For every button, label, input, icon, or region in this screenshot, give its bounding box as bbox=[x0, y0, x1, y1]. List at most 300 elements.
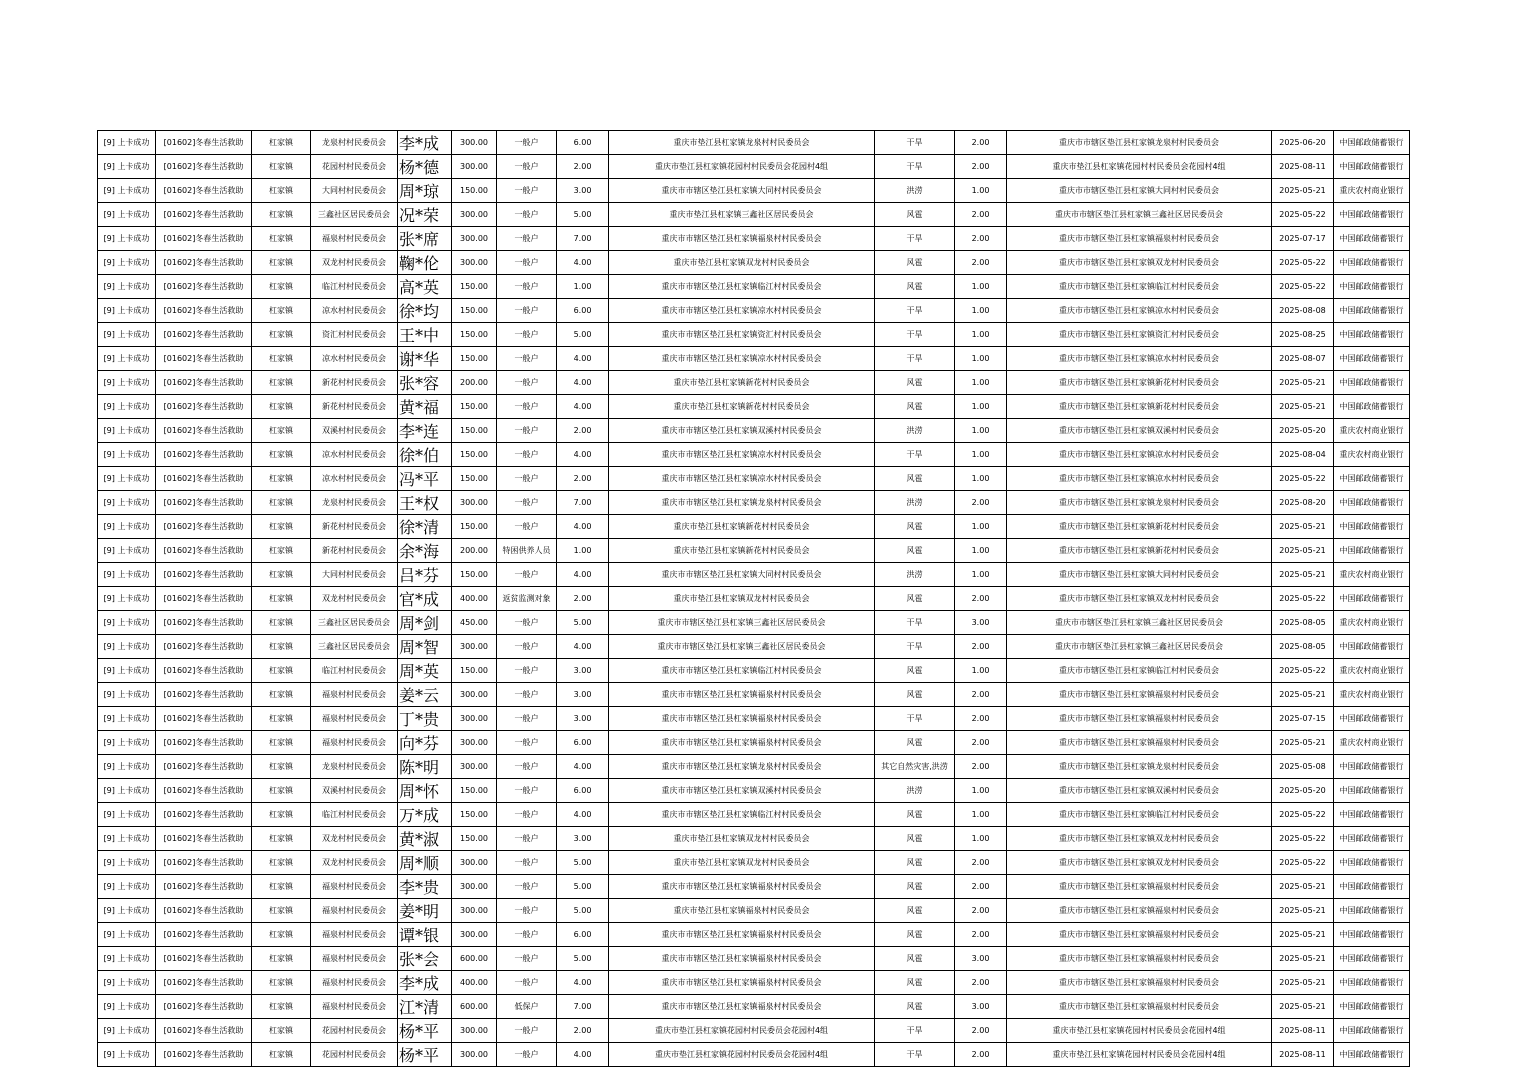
town-cell: 杠家镇 bbox=[252, 371, 311, 395]
table-row bbox=[98, 611, 1410, 635]
program-cell: [01602]冬春生活救助 bbox=[156, 299, 252, 323]
spacer-cell bbox=[444, 1019, 452, 1043]
program-cell: [01602]冬春生活救助 bbox=[156, 923, 252, 947]
account-address-cell: 重庆市市辖区垫江县杠家镇双龙村村民委员会 bbox=[1007, 251, 1272, 275]
address-cell: 重庆市市辖区垫江县杠家镇临江村村民委员会 bbox=[609, 803, 875, 827]
town-cell: 杠家镇 bbox=[252, 131, 311, 155]
address-cell: 重庆市市辖区垫江县杠家镇福泉村村民委员会 bbox=[609, 227, 875, 251]
status-cell: [9] 上卡成功 bbox=[98, 251, 156, 275]
household-type-cell: 一般户 bbox=[497, 203, 557, 227]
household-type-cell: 返贫监测对象 bbox=[497, 587, 557, 611]
disaster-type-cell: 风雹 bbox=[875, 995, 955, 1019]
household-type-cell: 一般户 bbox=[497, 371, 557, 395]
table-row bbox=[98, 923, 1410, 947]
village-committee-cell: 凉水村村民委员会 bbox=[311, 299, 398, 323]
village-committee-cell: 龙泉村村民委员会 bbox=[311, 755, 398, 779]
bank-cell: 中国邮政储蓄银行 bbox=[1334, 947, 1410, 971]
status-cell: [9] 上卡成功 bbox=[98, 179, 156, 203]
bank-cell: 中国邮政储蓄银行 bbox=[1334, 803, 1410, 827]
date-cell: 2025-05-21 bbox=[1272, 515, 1334, 539]
program-cell: [01602]冬春生活救助 bbox=[156, 803, 252, 827]
program-cell: [01602]冬春生活救助 bbox=[156, 515, 252, 539]
amount-cell: 300.00 bbox=[452, 851, 497, 875]
household-size-cell: 3.00 bbox=[557, 659, 609, 683]
town-cell: 杠家镇 bbox=[252, 299, 311, 323]
amount-cell: 300.00 bbox=[452, 155, 497, 179]
spacer-cell bbox=[444, 827, 452, 851]
household-type-cell: 一般户 bbox=[497, 299, 557, 323]
amount-cell: 150.00 bbox=[452, 515, 497, 539]
disaster-type-cell: 干旱 bbox=[875, 347, 955, 371]
bank-cell: 中国邮政储蓄银行 bbox=[1334, 1019, 1410, 1043]
table-row bbox=[98, 755, 1410, 779]
status-cell: [9] 上卡成功 bbox=[98, 587, 156, 611]
table-row bbox=[98, 875, 1410, 899]
household-type-cell: 一般户 bbox=[497, 971, 557, 995]
household-type-cell: 特困供养人员 bbox=[497, 539, 557, 563]
program-cell: [01602]冬春生活救助 bbox=[156, 131, 252, 155]
bank-cell: 重庆农村商业银行 bbox=[1334, 179, 1410, 203]
table-row bbox=[98, 179, 1410, 203]
affected-count-cell: 1.00 bbox=[955, 515, 1007, 539]
amount-cell: 300.00 bbox=[452, 923, 497, 947]
address-cell: 重庆市市辖区垫江县杠家镇凉水村村民委员会 bbox=[609, 299, 875, 323]
household-size-cell: 5.00 bbox=[557, 947, 609, 971]
table-row bbox=[98, 227, 1410, 251]
spacer-cell bbox=[444, 371, 452, 395]
address-cell: 重庆市垫江县杠家镇花园村村民委员会花园村4组 bbox=[609, 1019, 875, 1043]
recipient-name-cell: 李*成 bbox=[398, 971, 444, 995]
bank-cell: 中国邮政储蓄银行 bbox=[1334, 995, 1410, 1019]
status-cell: [9] 上卡成功 bbox=[98, 827, 156, 851]
bank-cell: 重庆农村商业银行 bbox=[1334, 611, 1410, 635]
household-type-cell: 一般户 bbox=[497, 755, 557, 779]
household-type-cell: 一般户 bbox=[497, 611, 557, 635]
address-cell: 重庆市垫江县杠家镇龙泉村村民委员会 bbox=[609, 131, 875, 155]
account-address-cell: 重庆市市辖区垫江县杠家镇双溪村村民委员会 bbox=[1007, 779, 1272, 803]
account-address-cell: 重庆市市辖区垫江县杠家镇临江村村民委员会 bbox=[1007, 803, 1272, 827]
household-size-cell: 4.00 bbox=[557, 563, 609, 587]
status-cell: [9] 上卡成功 bbox=[98, 1043, 156, 1067]
disaster-type-cell: 其它自然灾害,洪涝 bbox=[875, 755, 955, 779]
program-cell: [01602]冬春生活救助 bbox=[156, 203, 252, 227]
program-cell: [01602]冬春生活救助 bbox=[156, 347, 252, 371]
recipient-name-cell: 陈*明 bbox=[398, 755, 444, 779]
address-cell: 重庆市市辖区垫江县杠家镇凉水村村民委员会 bbox=[609, 347, 875, 371]
disaster-type-cell: 风雹 bbox=[875, 683, 955, 707]
account-address-cell: 重庆市市辖区垫江县杠家镇凉水村村民委员会 bbox=[1007, 299, 1272, 323]
table-row bbox=[98, 323, 1410, 347]
amount-cell: 150.00 bbox=[452, 563, 497, 587]
date-cell: 2025-05-22 bbox=[1272, 803, 1334, 827]
village-committee-cell: 新花村村民委员会 bbox=[311, 395, 398, 419]
amount-cell: 150.00 bbox=[452, 347, 497, 371]
table-row bbox=[98, 947, 1410, 971]
program-cell: [01602]冬春生活救助 bbox=[156, 947, 252, 971]
amount-cell: 300.00 bbox=[452, 203, 497, 227]
household-size-cell: 4.00 bbox=[557, 347, 609, 371]
amount-cell: 400.00 bbox=[452, 971, 497, 995]
address-cell: 重庆市垫江县杠家镇新花村村民委员会 bbox=[609, 371, 875, 395]
town-cell: 杠家镇 bbox=[252, 323, 311, 347]
village-committee-cell: 花园村村民委员会 bbox=[311, 1043, 398, 1067]
program-cell: [01602]冬春生活救助 bbox=[156, 179, 252, 203]
status-cell: [9] 上卡成功 bbox=[98, 707, 156, 731]
bank-cell: 中国邮政储蓄银行 bbox=[1334, 299, 1410, 323]
amount-cell: 300.00 bbox=[452, 683, 497, 707]
household-type-cell: 一般户 bbox=[497, 227, 557, 251]
bank-cell: 中国邮政储蓄银行 bbox=[1334, 515, 1410, 539]
account-address-cell: 重庆市市辖区垫江县杠家镇新花村村民委员会 bbox=[1007, 395, 1272, 419]
disaster-type-cell: 风雹 bbox=[875, 851, 955, 875]
household-size-cell: 5.00 bbox=[557, 899, 609, 923]
household-size-cell: 3.00 bbox=[557, 179, 609, 203]
amount-cell: 300.00 bbox=[452, 899, 497, 923]
table-row bbox=[98, 419, 1410, 443]
bank-cell: 重庆农村商业银行 bbox=[1334, 443, 1410, 467]
bank-cell: 重庆农村商业银行 bbox=[1334, 659, 1410, 683]
affected-count-cell: 2.00 bbox=[955, 1043, 1007, 1067]
date-cell: 2025-05-22 bbox=[1272, 827, 1334, 851]
spacer-cell bbox=[444, 539, 452, 563]
amount-cell: 150.00 bbox=[452, 275, 497, 299]
table-row bbox=[98, 707, 1410, 731]
village-committee-cell: 双龙村村民委员会 bbox=[311, 851, 398, 875]
household-size-cell: 4.00 bbox=[557, 443, 609, 467]
town-cell: 杠家镇 bbox=[252, 611, 311, 635]
household-type-cell: 一般户 bbox=[497, 491, 557, 515]
amount-cell: 600.00 bbox=[452, 947, 497, 971]
recipient-name-cell: 王*中 bbox=[398, 323, 444, 347]
affected-count-cell: 1.00 bbox=[955, 827, 1007, 851]
program-cell: [01602]冬春生活救助 bbox=[156, 539, 252, 563]
town-cell: 杠家镇 bbox=[252, 683, 311, 707]
date-cell: 2025-05-20 bbox=[1272, 419, 1334, 443]
village-committee-cell: 凉水村村民委员会 bbox=[311, 443, 398, 467]
account-address-cell: 重庆市市辖区垫江县杠家镇福泉村村民委员会 bbox=[1007, 683, 1272, 707]
bank-cell: 中国邮政储蓄银行 bbox=[1334, 635, 1410, 659]
status-cell: [9] 上卡成功 bbox=[98, 371, 156, 395]
affected-count-cell: 2.00 bbox=[955, 155, 1007, 179]
account-address-cell: 重庆市市辖区垫江县杠家镇龙泉村村民委员会 bbox=[1007, 755, 1272, 779]
town-cell: 杠家镇 bbox=[252, 587, 311, 611]
affected-count-cell: 3.00 bbox=[955, 611, 1007, 635]
village-committee-cell: 大同村村民委员会 bbox=[311, 563, 398, 587]
disaster-type-cell: 干旱 bbox=[875, 635, 955, 659]
table-row bbox=[98, 731, 1410, 755]
recipient-name-cell: 姜*云 bbox=[398, 683, 444, 707]
account-address-cell: 重庆市垫江县杠家镇花园村村民委员会花园村4组 bbox=[1007, 1043, 1272, 1067]
household-size-cell: 5.00 bbox=[557, 611, 609, 635]
recipient-name-cell: 姜*明 bbox=[398, 899, 444, 923]
date-cell: 2025-05-22 bbox=[1272, 587, 1334, 611]
address-cell: 重庆市市辖区垫江县杠家镇凉水村村民委员会 bbox=[609, 443, 875, 467]
address-cell: 重庆市垫江县杠家镇双龙村村民委员会 bbox=[609, 251, 875, 275]
household-type-cell: 一般户 bbox=[497, 827, 557, 851]
program-cell: [01602]冬春生活救助 bbox=[156, 227, 252, 251]
household-size-cell: 2.00 bbox=[557, 155, 609, 179]
disaster-type-cell: 风雹 bbox=[875, 923, 955, 947]
spacer-cell bbox=[444, 995, 452, 1019]
affected-count-cell: 2.00 bbox=[955, 755, 1007, 779]
table-row bbox=[98, 899, 1410, 923]
date-cell: 2025-05-22 bbox=[1272, 251, 1334, 275]
town-cell: 杠家镇 bbox=[252, 179, 311, 203]
household-size-cell: 1.00 bbox=[557, 275, 609, 299]
disaster-type-cell: 干旱 bbox=[875, 131, 955, 155]
date-cell: 2025-08-11 bbox=[1272, 1019, 1334, 1043]
spacer-cell bbox=[444, 515, 452, 539]
spacer-cell bbox=[444, 755, 452, 779]
household-type-cell: 一般户 bbox=[497, 731, 557, 755]
program-cell: [01602]冬春生活救助 bbox=[156, 443, 252, 467]
program-cell: [01602]冬春生活救助 bbox=[156, 755, 252, 779]
status-cell: [9] 上卡成功 bbox=[98, 275, 156, 299]
status-cell: [9] 上卡成功 bbox=[98, 419, 156, 443]
town-cell: 杠家镇 bbox=[252, 827, 311, 851]
town-cell: 杠家镇 bbox=[252, 467, 311, 491]
spacer-cell bbox=[444, 851, 452, 875]
disaster-type-cell: 干旱 bbox=[875, 611, 955, 635]
date-cell: 2025-05-21 bbox=[1272, 899, 1334, 923]
status-cell: [9] 上卡成功 bbox=[98, 443, 156, 467]
program-cell: [01602]冬春生活救助 bbox=[156, 1043, 252, 1067]
town-cell: 杠家镇 bbox=[252, 227, 311, 251]
amount-cell: 300.00 bbox=[452, 755, 497, 779]
disaster-type-cell: 风雹 bbox=[875, 947, 955, 971]
village-committee-cell: 龙泉村村民委员会 bbox=[311, 491, 398, 515]
village-committee-cell: 龙泉村村民委员会 bbox=[311, 131, 398, 155]
table-body bbox=[98, 131, 1410, 1067]
spacer-cell bbox=[444, 683, 452, 707]
date-cell: 2025-05-22 bbox=[1272, 659, 1334, 683]
account-address-cell: 重庆市市辖区垫江县杠家镇福泉村村民委员会 bbox=[1007, 707, 1272, 731]
town-cell: 杠家镇 bbox=[252, 515, 311, 539]
affected-count-cell: 1.00 bbox=[955, 779, 1007, 803]
status-cell: [9] 上卡成功 bbox=[98, 323, 156, 347]
status-cell: [9] 上卡成功 bbox=[98, 971, 156, 995]
spacer-cell bbox=[444, 347, 452, 371]
disaster-type-cell: 干旱 bbox=[875, 1043, 955, 1067]
amount-cell: 150.00 bbox=[452, 443, 497, 467]
table-row bbox=[98, 995, 1410, 1019]
address-cell: 重庆市市辖区垫江县杠家镇凉水村村民委员会 bbox=[609, 467, 875, 491]
address-cell: 重庆市垫江县杠家镇花园村村民委员会花园村4组 bbox=[609, 155, 875, 179]
household-type-cell: 一般户 bbox=[497, 179, 557, 203]
program-cell: [01602]冬春生活救助 bbox=[156, 323, 252, 347]
household-size-cell: 4.00 bbox=[557, 803, 609, 827]
village-committee-cell: 三鑫社区居民委员会 bbox=[311, 635, 398, 659]
status-cell: [9] 上卡成功 bbox=[98, 515, 156, 539]
spacer-cell bbox=[444, 275, 452, 299]
household-size-cell: 4.00 bbox=[557, 635, 609, 659]
table-row bbox=[98, 251, 1410, 275]
table-row bbox=[98, 443, 1410, 467]
recipient-name-cell: 鞠*伦 bbox=[398, 251, 444, 275]
spacer-cell bbox=[444, 635, 452, 659]
status-cell: [9] 上卡成功 bbox=[98, 947, 156, 971]
amount-cell: 300.00 bbox=[452, 875, 497, 899]
household-size-cell: 7.00 bbox=[557, 491, 609, 515]
spacer-cell bbox=[444, 1043, 452, 1067]
spacer-cell bbox=[444, 227, 452, 251]
address-cell: 重庆市市辖区垫江县杠家镇大同村村民委员会 bbox=[609, 563, 875, 587]
spacer-cell bbox=[444, 971, 452, 995]
date-cell: 2025-08-11 bbox=[1272, 155, 1334, 179]
recipient-name-cell: 周*英 bbox=[398, 659, 444, 683]
program-cell: [01602]冬春生活救助 bbox=[156, 779, 252, 803]
date-cell: 2025-05-22 bbox=[1272, 275, 1334, 299]
amount-cell: 300.00 bbox=[452, 491, 497, 515]
amount-cell: 200.00 bbox=[452, 539, 497, 563]
disaster-type-cell: 风雹 bbox=[875, 371, 955, 395]
disaster-type-cell: 风雹 bbox=[875, 251, 955, 275]
program-cell: [01602]冬春生活救助 bbox=[156, 491, 252, 515]
spacer-cell bbox=[444, 611, 452, 635]
address-cell: 重庆市垫江县杠家镇双龙村村民委员会 bbox=[609, 827, 875, 851]
household-type-cell: 一般户 bbox=[497, 419, 557, 443]
program-cell: [01602]冬春生活救助 bbox=[156, 395, 252, 419]
status-cell: [9] 上卡成功 bbox=[98, 467, 156, 491]
amount-cell: 300.00 bbox=[452, 1019, 497, 1043]
village-committee-cell: 福泉村村民委员会 bbox=[311, 971, 398, 995]
household-type-cell: 低保户 bbox=[497, 995, 557, 1019]
program-cell: [01602]冬春生活救助 bbox=[156, 587, 252, 611]
date-cell: 2025-08-04 bbox=[1272, 443, 1334, 467]
household-size-cell: 3.00 bbox=[557, 827, 609, 851]
table-row bbox=[98, 347, 1410, 371]
household-size-cell: 3.00 bbox=[557, 707, 609, 731]
account-address-cell: 重庆市市辖区垫江县杠家镇新花村村民委员会 bbox=[1007, 539, 1272, 563]
table-row bbox=[98, 275, 1410, 299]
household-type-cell: 一般户 bbox=[497, 275, 557, 299]
bank-cell: 中国邮政储蓄银行 bbox=[1334, 779, 1410, 803]
recipient-name-cell: 冯*平 bbox=[398, 467, 444, 491]
household-type-cell: 一般户 bbox=[497, 1019, 557, 1043]
spacer-cell bbox=[444, 155, 452, 179]
amount-cell: 300.00 bbox=[452, 635, 497, 659]
household-size-cell: 1.00 bbox=[557, 539, 609, 563]
account-address-cell: 重庆市市辖区垫江县杠家镇福泉村村民委员会 bbox=[1007, 923, 1272, 947]
bank-cell: 重庆农村商业银行 bbox=[1334, 563, 1410, 587]
village-committee-cell: 三鑫社区居民委员会 bbox=[311, 611, 398, 635]
household-size-cell: 4.00 bbox=[557, 515, 609, 539]
household-type-cell: 一般户 bbox=[497, 779, 557, 803]
program-cell: [01602]冬春生活救助 bbox=[156, 707, 252, 731]
affected-count-cell: 2.00 bbox=[955, 851, 1007, 875]
spacer-cell bbox=[444, 947, 452, 971]
household-type-cell: 一般户 bbox=[497, 251, 557, 275]
spacer-cell bbox=[444, 659, 452, 683]
status-cell: [9] 上卡成功 bbox=[98, 923, 156, 947]
date-cell: 2025-08-11 bbox=[1272, 1043, 1334, 1067]
account-address-cell: 重庆市市辖区垫江县杠家镇三鑫社区居民委员会 bbox=[1007, 635, 1272, 659]
affected-count-cell: 2.00 bbox=[955, 587, 1007, 611]
town-cell: 杠家镇 bbox=[252, 275, 311, 299]
address-cell: 重庆市垫江县杠家镇福泉村村民委员会 bbox=[609, 899, 875, 923]
status-cell: [9] 上卡成功 bbox=[98, 395, 156, 419]
address-cell: 重庆市市辖区垫江县杠家镇福泉村村民委员会 bbox=[609, 707, 875, 731]
disaster-type-cell: 洪涝 bbox=[875, 563, 955, 587]
household-type-cell: 一般户 bbox=[497, 515, 557, 539]
amount-cell: 300.00 bbox=[452, 131, 497, 155]
spacer-cell bbox=[444, 803, 452, 827]
recipient-name-cell: 谢*华 bbox=[398, 347, 444, 371]
affected-count-cell: 1.00 bbox=[955, 275, 1007, 299]
status-cell: [9] 上卡成功 bbox=[98, 539, 156, 563]
program-cell: [01602]冬春生活救助 bbox=[156, 251, 252, 275]
table-row bbox=[98, 1019, 1410, 1043]
recipient-name-cell: 周*琼 bbox=[398, 179, 444, 203]
household-size-cell: 6.00 bbox=[557, 731, 609, 755]
household-type-cell: 一般户 bbox=[497, 323, 557, 347]
recipient-name-cell: 徐*伯 bbox=[398, 443, 444, 467]
account-address-cell: 重庆市市辖区垫江县杠家镇福泉村村民委员会 bbox=[1007, 971, 1272, 995]
account-address-cell: 重庆市市辖区垫江县杠家镇三鑫社区居民委员会 bbox=[1007, 203, 1272, 227]
amount-cell: 150.00 bbox=[452, 299, 497, 323]
program-cell: [01602]冬春生活救助 bbox=[156, 611, 252, 635]
recipient-name-cell: 吕*芬 bbox=[398, 563, 444, 587]
recipient-name-cell: 王*权 bbox=[398, 491, 444, 515]
table-row bbox=[98, 563, 1410, 587]
town-cell: 杠家镇 bbox=[252, 875, 311, 899]
village-committee-cell: 双龙村村民委员会 bbox=[311, 587, 398, 611]
recipient-name-cell: 张*席 bbox=[398, 227, 444, 251]
affected-count-cell: 1.00 bbox=[955, 347, 1007, 371]
village-committee-cell: 凉水村村民委员会 bbox=[311, 467, 398, 491]
date-cell: 2025-07-15 bbox=[1272, 707, 1334, 731]
account-address-cell: 重庆市市辖区垫江县杠家镇双龙村村民委员会 bbox=[1007, 587, 1272, 611]
bank-cell: 中国邮政储蓄银行 bbox=[1334, 875, 1410, 899]
amount-cell: 150.00 bbox=[452, 827, 497, 851]
address-cell: 重庆市市辖区垫江县杠家镇福泉村村民委员会 bbox=[609, 731, 875, 755]
disaster-type-cell: 干旱 bbox=[875, 323, 955, 347]
affected-count-cell: 2.00 bbox=[955, 203, 1007, 227]
household-type-cell: 一般户 bbox=[497, 155, 557, 179]
account-address-cell: 重庆市市辖区垫江县杠家镇福泉村村民委员会 bbox=[1007, 875, 1272, 899]
household-size-cell: 5.00 bbox=[557, 875, 609, 899]
recipient-name-cell: 张*容 bbox=[398, 371, 444, 395]
amount-cell: 600.00 bbox=[452, 995, 497, 1019]
household-size-cell: 5.00 bbox=[557, 203, 609, 227]
table-row bbox=[98, 683, 1410, 707]
amount-cell: 150.00 bbox=[452, 323, 497, 347]
recipient-name-cell: 周*智 bbox=[398, 635, 444, 659]
town-cell: 杠家镇 bbox=[252, 899, 311, 923]
disaster-type-cell: 风雹 bbox=[875, 587, 955, 611]
affected-count-cell: 1.00 bbox=[955, 803, 1007, 827]
recipient-name-cell: 江*清 bbox=[398, 995, 444, 1019]
date-cell: 2025-05-21 bbox=[1272, 971, 1334, 995]
address-cell: 重庆市市辖区垫江县杠家镇资汇村村民委员会 bbox=[609, 323, 875, 347]
disaster-type-cell: 风雹 bbox=[875, 395, 955, 419]
affected-count-cell: 3.00 bbox=[955, 947, 1007, 971]
bank-cell: 中国邮政储蓄银行 bbox=[1334, 1043, 1410, 1067]
table-row bbox=[98, 395, 1410, 419]
table-row bbox=[98, 587, 1410, 611]
household-type-cell: 一般户 bbox=[497, 899, 557, 923]
table-row bbox=[98, 491, 1410, 515]
program-cell: [01602]冬春生活救助 bbox=[156, 683, 252, 707]
village-committee-cell: 大同村村民委员会 bbox=[311, 179, 398, 203]
spacer-cell bbox=[444, 467, 452, 491]
status-cell: [9] 上卡成功 bbox=[98, 299, 156, 323]
date-cell: 2025-05-22 bbox=[1272, 203, 1334, 227]
program-cell: [01602]冬春生活救助 bbox=[156, 827, 252, 851]
amount-cell: 150.00 bbox=[452, 803, 497, 827]
account-address-cell: 重庆市市辖区垫江县杠家镇福泉村村民委员会 bbox=[1007, 995, 1272, 1019]
account-address-cell: 重庆市市辖区垫江县杠家镇双龙村村民委员会 bbox=[1007, 827, 1272, 851]
